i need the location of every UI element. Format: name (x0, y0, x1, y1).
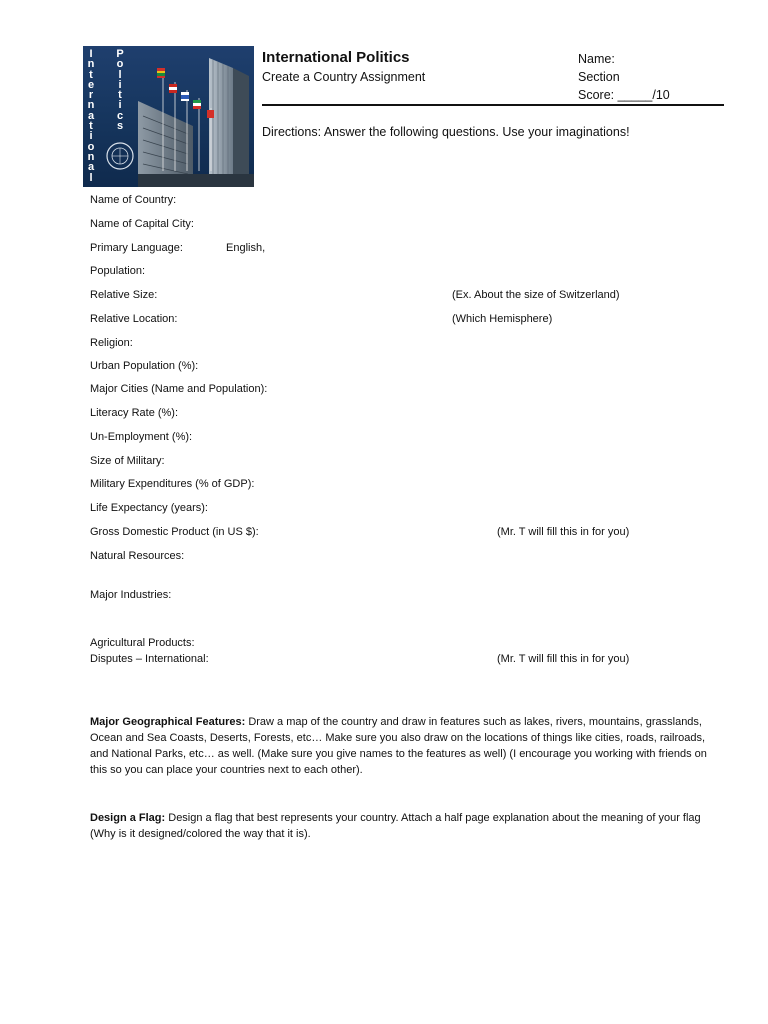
geo-text: Draw a map of the country and draw in features such as lakes, rivers, mountains, grasslands, Ocean and Sea Coasts, Deserts, Forests, etc… Make sure you also draw on the locations of things like cities, roads, railroads, and National Parks, etc… as well. (Make sure you give names to the features as well) (I encourage you working with friends on this so you can place your countries next to each other). (90, 716, 707, 776)
size-hint: (Ex. About the size of Switzerland) (452, 289, 620, 301)
field-population: Population: (90, 265, 146, 277)
logo-word-international: I n t e r n a t i o n a l (87, 48, 95, 184)
field-agricultural-products: Agricultural Products: (90, 637, 195, 649)
score-label: Score: _____/10 (578, 88, 670, 102)
geo-label: Major Geographical Features: (90, 716, 246, 728)
section-label: Section (578, 70, 620, 84)
field-major-cities: Major Cities (Name and Population): (90, 383, 268, 395)
gdp-note: (Mr. T will fill this in for you) (497, 526, 630, 538)
flag-label: Design a Flag: (90, 812, 166, 824)
directions: Directions: Answer the following questions. Use your imaginations! (262, 125, 630, 139)
field-relative-location: Relative Location: (90, 313, 178, 325)
language-answer: English, (226, 242, 266, 254)
field-major-industries: Major Industries: (90, 589, 172, 601)
page-title: International Politics (262, 49, 410, 66)
field-capital: Name of Capital City: (90, 218, 194, 230)
un-building-illustration (83, 46, 254, 187)
field-country: Name of Country: (90, 194, 177, 206)
course-logo (83, 46, 254, 187)
field-language: Primary Language: (90, 242, 183, 254)
field-gdp: Gross Domestic Product (in US $): (90, 526, 259, 538)
geographical-features-instructions (90, 714, 725, 778)
name-label: Name: (578, 52, 615, 66)
page-subtitle: Create a Country Assignment (262, 70, 426, 84)
field-life-expectancy: Life Expectancy (years): (90, 502, 208, 514)
field-military-expenditures: Military Expenditures (% of GDP): (90, 478, 255, 490)
field-urban-population: Urban Population (%): (90, 360, 199, 372)
field-unemployment: Un-Employment (%): (90, 431, 193, 443)
logo-word-politics: P o l i t i c s (116, 48, 124, 133)
location-hint: (Which Hemisphere) (452, 313, 553, 325)
disputes-note: (Mr. T will fill this in for you) (497, 653, 630, 665)
flag-instructions (90, 810, 725, 842)
field-relative-size: Relative Size: (90, 289, 158, 301)
field-literacy-rate: Literacy Rate (%): (90, 407, 179, 419)
field-religion: Religion: (90, 337, 133, 349)
field-disputes: Disputes – International: (90, 653, 209, 665)
field-military-size: Size of Military: (90, 455, 165, 467)
flag-text: Design a flag that best represents your country. Attach a half page explanation about the meaning of your flag (Why is it designed/colored the way that it is). (90, 812, 701, 840)
header-divider (262, 104, 724, 106)
field-natural-resources: Natural Resources: (90, 550, 185, 562)
